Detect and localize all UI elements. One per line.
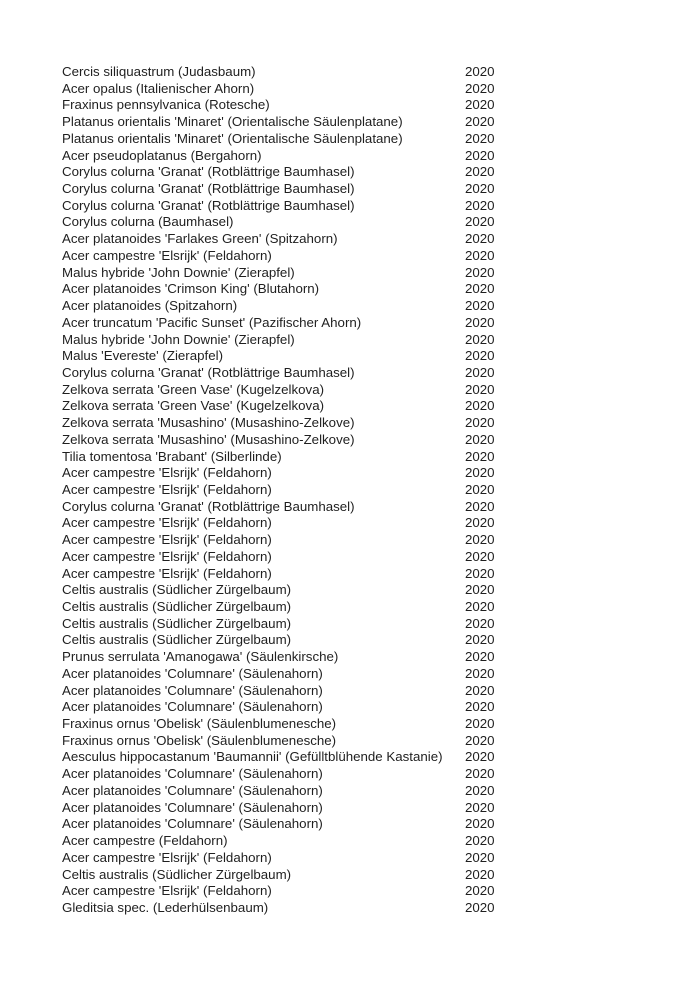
planting-year: 2020 bbox=[465, 665, 495, 681]
list-item bbox=[62, 749, 700, 766]
planting-year: 2020 bbox=[465, 565, 495, 581]
species-name: Malus hybride 'John Downie' (Zierapfel) bbox=[62, 331, 295, 347]
species-name: Malus hybride 'John Downie' (Zierapfel) bbox=[62, 264, 295, 280]
list-item bbox=[62, 248, 700, 265]
species-name: Platanus orientalis 'Minaret' (Orientalische Säulenplatane) bbox=[62, 114, 403, 130]
species-name: Acer campestre (Feldahorn) bbox=[62, 833, 228, 849]
planting-year: 2020 bbox=[465, 214, 495, 230]
list-item bbox=[62, 566, 700, 583]
planting-year: 2020 bbox=[465, 816, 495, 832]
planting-year: 2020 bbox=[465, 498, 495, 514]
species-name: Corylus colurna 'Granat' (Rotblättrige Baumhasel) bbox=[62, 364, 355, 380]
species-name: Zelkova serrata 'Green Vase' (Kugelzelkova) bbox=[62, 398, 325, 414]
species-name: Acer campestre 'Elsrijk' (Feldahorn) bbox=[62, 481, 272, 497]
planting-year: 2020 bbox=[465, 130, 495, 146]
list-item bbox=[62, 214, 700, 231]
list-item bbox=[62, 198, 700, 215]
planting-year: 2020 bbox=[465, 582, 495, 598]
species-name: Fraxinus ornus 'Obelisk' (Säulenblumenesche) bbox=[62, 732, 337, 748]
species-name: Celtis australis (Südlicher Zürgelbaum) bbox=[62, 632, 292, 648]
list-item bbox=[62, 148, 700, 165]
planting-year: 2020 bbox=[465, 632, 495, 648]
list-item bbox=[62, 64, 700, 81]
list-item bbox=[62, 181, 700, 198]
planting-year: 2020 bbox=[465, 833, 495, 849]
planting-year: 2020 bbox=[465, 364, 495, 380]
planting-year: 2020 bbox=[465, 699, 495, 715]
species-name: Zelkova serrata 'Musashino' (Musashino-Zelkove) bbox=[62, 431, 355, 447]
planting-year: 2020 bbox=[465, 615, 495, 631]
list-item bbox=[62, 164, 700, 181]
planting-year: 2020 bbox=[465, 264, 495, 280]
planting-year: 2020 bbox=[465, 465, 495, 481]
species-name: Aesculus hippocastanum 'Baumannii' (Gefülltblühende Kastanie) bbox=[62, 749, 443, 765]
species-name: Acer platanoides 'Columnare' (Säulenahorn) bbox=[62, 766, 323, 782]
list-item bbox=[62, 281, 700, 298]
planting-year: 2020 bbox=[465, 64, 495, 79]
planting-year: 2020 bbox=[465, 732, 495, 748]
list-item bbox=[62, 131, 700, 148]
list-item bbox=[62, 332, 700, 349]
planting-year: 2020 bbox=[465, 398, 495, 414]
list-item bbox=[62, 97, 700, 114]
planting-year: 2020 bbox=[465, 381, 495, 397]
planting-year: 2020 bbox=[465, 415, 495, 431]
species-name: Acer campestre 'Elsrijk' (Feldahorn) bbox=[62, 465, 272, 481]
species-name: Acer platanoides 'Crimson King' (Blutahorn) bbox=[62, 281, 320, 297]
list-item bbox=[62, 716, 700, 733]
list-item bbox=[62, 449, 700, 466]
planting-year: 2020 bbox=[465, 114, 495, 130]
species-name: Celtis australis (Südlicher Zürgelbaum) bbox=[62, 582, 292, 598]
list-item bbox=[62, 883, 700, 900]
planting-year: 2020 bbox=[465, 883, 495, 899]
planting-year: 2020 bbox=[465, 515, 495, 531]
list-item bbox=[62, 549, 700, 566]
list-item bbox=[62, 532, 700, 549]
species-name: Acer platanoides 'Columnare' (Säulenahorn) bbox=[62, 699, 323, 715]
planting-year: 2020 bbox=[465, 298, 495, 314]
list-item bbox=[62, 382, 700, 399]
species-name: Acer platanoides 'Columnare' (Säulenahorn) bbox=[62, 816, 323, 832]
planting-year: 2020 bbox=[465, 331, 495, 347]
planting-year: 2020 bbox=[465, 197, 495, 213]
planting-year: 2020 bbox=[465, 682, 495, 698]
planting-year: 2020 bbox=[465, 431, 495, 447]
species-name: Fraxinus ornus 'Obelisk' (Säulenblumenesche) bbox=[62, 716, 337, 732]
species-name: Acer platanoides 'Farlakes Green' (Spitzahorn) bbox=[62, 231, 338, 247]
planting-year: 2020 bbox=[465, 281, 495, 297]
species-name: Celtis australis (Südlicher Zürgelbaum) bbox=[62, 599, 292, 614]
planting-year: 2020 bbox=[465, 548, 495, 564]
species-name: Corylus colurna 'Granat' (Rotblättrige Baumhasel) bbox=[62, 181, 355, 197]
planting-year: 2020 bbox=[465, 97, 495, 113]
species-name: Celtis australis (Südlicher Zürgelbaum) bbox=[62, 615, 292, 631]
planting-year: 2020 bbox=[465, 599, 495, 614]
species-name: Prunus serrulata 'Amanogawa' (Säulenkirsche) bbox=[62, 649, 339, 665]
list-item bbox=[62, 632, 700, 649]
list-item bbox=[62, 114, 700, 131]
planting-year: 2020 bbox=[465, 866, 495, 882]
list-item bbox=[62, 666, 700, 683]
species-name: Acer campestre 'Elsrijk' (Feldahorn) bbox=[62, 247, 272, 263]
list-item bbox=[62, 599, 700, 616]
species-name: Corylus colurna 'Granat' (Rotblättrige Baumhasel) bbox=[62, 164, 355, 180]
planting-year: 2020 bbox=[465, 80, 495, 96]
list-item bbox=[62, 733, 700, 750]
planting-year: 2020 bbox=[465, 899, 495, 915]
species-name: Corylus colurna 'Granat' (Rotblättrige Baumhasel) bbox=[62, 498, 355, 514]
planting-year: 2020 bbox=[465, 481, 495, 497]
list-item bbox=[62, 482, 700, 499]
list-item bbox=[62, 582, 700, 599]
species-name: Acer campestre 'Elsrijk' (Feldahorn) bbox=[62, 532, 272, 548]
species-name: Malus 'Evereste' (Zierapfel) bbox=[62, 348, 223, 364]
species-name: Celtis australis (Südlicher Zürgelbaum) bbox=[62, 866, 292, 882]
planting-year: 2020 bbox=[465, 532, 495, 548]
species-name: Acer campestre 'Elsrijk' (Feldahorn) bbox=[62, 849, 272, 865]
planting-year: 2020 bbox=[465, 849, 495, 865]
species-name: Acer opalus (Italienischer Ahorn) bbox=[62, 80, 255, 96]
species-name: Corylus colurna (Baumhasel) bbox=[62, 214, 234, 230]
list-item bbox=[62, 783, 700, 800]
planting-year: 2020 bbox=[465, 649, 495, 665]
list-item bbox=[62, 515, 700, 532]
list-item bbox=[62, 850, 700, 867]
list-item bbox=[62, 816, 700, 833]
species-name: Acer campestre 'Elsrijk' (Feldahorn) bbox=[62, 883, 272, 899]
planting-year: 2020 bbox=[465, 799, 495, 815]
list-item bbox=[62, 415, 700, 432]
list-item bbox=[62, 465, 700, 482]
species-name: Acer platanoides 'Columnare' (Säulenahorn) bbox=[62, 682, 323, 698]
list-item bbox=[62, 833, 700, 850]
planting-year: 2020 bbox=[465, 314, 495, 330]
list-item bbox=[62, 348, 700, 365]
list-item bbox=[62, 900, 700, 917]
planting-year: 2020 bbox=[465, 164, 495, 180]
list-item bbox=[62, 867, 700, 884]
list-item bbox=[62, 365, 700, 382]
species-name: Acer campestre 'Elsrijk' (Feldahorn) bbox=[62, 515, 272, 531]
species-name: Fraxinus pennsylvanica (Rotesche) bbox=[62, 97, 270, 113]
list-item bbox=[62, 315, 700, 332]
species-name: Zelkova serrata 'Musashino' (Musashino-Zelkove) bbox=[62, 415, 355, 431]
species-name: Acer pseudoplatanus (Bergahorn) bbox=[62, 147, 262, 163]
species-name: Cercis siliquastrum (Judasbaum) bbox=[62, 64, 256, 79]
planting-year: 2020 bbox=[465, 231, 495, 247]
planting-year: 2020 bbox=[465, 181, 495, 197]
species-name: Gleditsia spec. (Lederhülsenbaum) bbox=[62, 899, 269, 915]
planting-year: 2020 bbox=[465, 448, 495, 464]
list-item bbox=[62, 649, 700, 666]
species-name: Zelkova serrata 'Green Vase' (Kugelzelkova) bbox=[62, 381, 325, 397]
planting-year: 2020 bbox=[465, 247, 495, 263]
planting-year: 2020 bbox=[465, 782, 495, 798]
species-name: Tilia tomentosa 'Brabant' (Silberlinde) bbox=[62, 448, 282, 464]
species-name: Acer platanoides 'Columnare' (Säulenahorn) bbox=[62, 782, 323, 798]
list-item bbox=[62, 398, 700, 415]
species-name: Acer campestre 'Elsrijk' (Feldahorn) bbox=[62, 548, 272, 564]
planting-year: 2020 bbox=[465, 716, 495, 732]
list-item bbox=[62, 298, 700, 315]
list-item bbox=[62, 800, 700, 817]
species-name: Acer platanoides 'Columnare' (Säulenahorn) bbox=[62, 665, 323, 681]
list-item bbox=[62, 766, 700, 783]
species-name: Acer truncatum 'Pacific Sunset' (Pazifischer Ahorn) bbox=[62, 314, 362, 330]
list-item bbox=[62, 699, 700, 716]
list-item bbox=[62, 499, 700, 516]
list-item bbox=[62, 265, 700, 282]
planting-year: 2020 bbox=[465, 766, 495, 782]
planting-year: 2020 bbox=[465, 348, 495, 364]
species-name: Acer platanoides 'Columnare' (Säulenahorn) bbox=[62, 799, 323, 815]
list-item bbox=[62, 231, 700, 248]
planting-year: 2020 bbox=[465, 749, 495, 765]
species-name: Platanus orientalis 'Minaret' (Orientalische Säulenplatane) bbox=[62, 130, 403, 146]
list-item bbox=[62, 432, 700, 449]
species-name: Acer platanoides (Spitzahorn) bbox=[62, 298, 238, 314]
species-name: Acer campestre 'Elsrijk' (Feldahorn) bbox=[62, 565, 272, 581]
tree-list bbox=[62, 64, 700, 917]
planting-year: 2020 bbox=[465, 147, 495, 163]
list-item bbox=[62, 616, 700, 633]
list-item bbox=[62, 683, 700, 700]
species-name: Corylus colurna 'Granat' (Rotblättrige Baumhasel) bbox=[62, 197, 355, 213]
list-item bbox=[62, 81, 700, 98]
